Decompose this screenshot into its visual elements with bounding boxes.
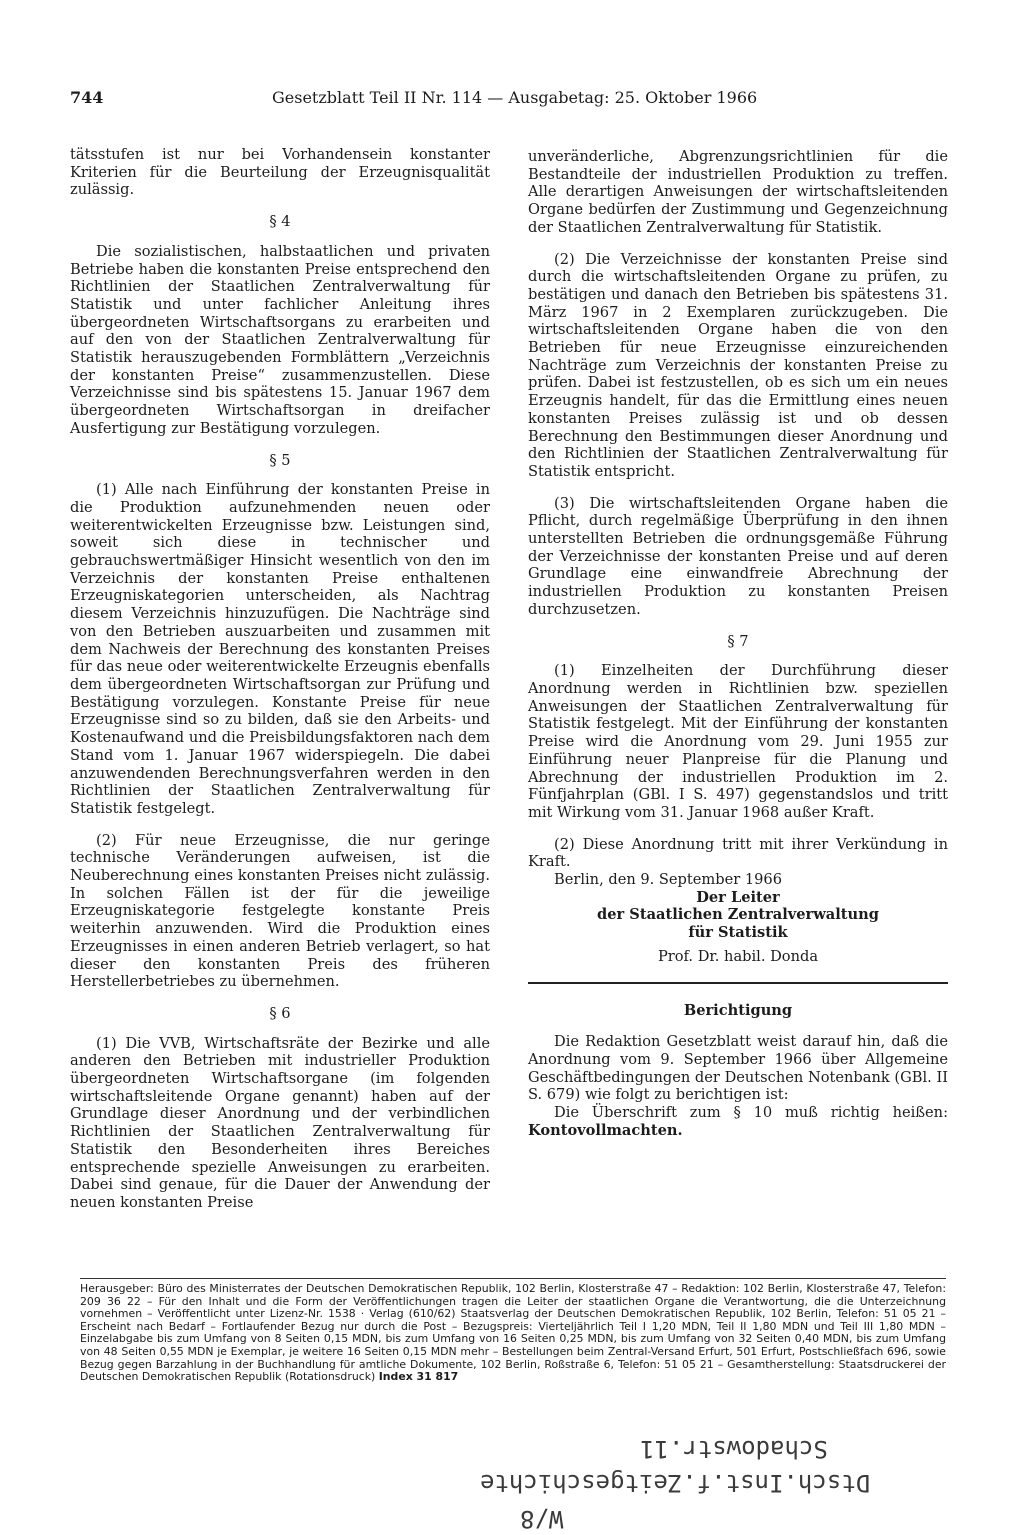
signer-title-line-1: Der Leiter	[696, 888, 780, 906]
paragraph-6-3: (3) Die wirtschaftsleitenden Organe haben die Pflicht, durch regelmäßige Überprüfung in den ihnen unterstellten Betrieben die ordnungsgemäße Führung der Verzeichnisse der konstanten Preise und auf deren Grundlage eine einwandfreie Abrechnung der industriellen Produktion zu konstanten Preisen durchzusetzen.	[528, 494, 948, 618]
correction-heading: Berichtigung	[683, 1001, 793, 1019]
paragraph-6-1-continued: unveränderliche, Abgrenzungsrichtlinien für die Bestandteile der industriellen Produktion zu treffen. Alle derartigen Anweisungen der wirtschaftsleitenden Organe bedürfen der Zustimmung und Gegenzeichnung der Staatlichen Zentralverwaltung für Statistik.	[528, 148, 948, 236]
paragraph-4: Die sozialistischen, halbstaatlichen und privaten Betriebe haben die konstanten Preise entsprechend den Richtlinien der Staatlichen Zentralverwaltung für Statistik und unter fachlicher Anleitung ihres übergeordneten Wirtschaftsorgans zu erarbeiten und auf den von der Staatlichen Zentralverwaltung für Statistik herauszugebenden Formblättern „Verzeichnis der konstanten Preise“ zusammenzustellen. Diese Verzeichnisse sind bis spätestens 15. Januar 1967 dem übergeordneten Wirtschaftsorgan in dreifacher Ausfertigung zur Bestätigung vorzulegen.	[70, 242, 490, 437]
page-header	[70, 88, 950, 112]
imprint	[80, 1278, 946, 1384]
paragraph-6-2: (2) Die Verzeichnisse der konstanten Preise sind durch die wirtschaftsleitenden Organe zu prüfen, zu bestätigen und danach den Betrieben bis spätestens 31. März 1967 in 2 Exemplaren zurückzugeben. Die wirtschaftsleitenden Organe haben die von den Betrieben für neue Erzeugnisse einzureichenden Nachträge zum Verzeichnis der konstanten Preise zu prüfen. Dabei ist festzustellen, ob es sich um ein neues Erzeugnis handelt, für das die Ermittlung eines neuen konstanten Preises zulässig ist und ob dessen Berechnung den Bestimmungen dieser Anordnung und den Richtlinien der Staatlichen Zentralverwaltung für Statistik entspricht.	[528, 250, 948, 480]
stamp-line-2: Dtsch.Inst.f.Zeitgeschichte	[480, 1469, 871, 1497]
paragraph-6-1: (1) Die VVB, Wirtschaftsräte der Bezirke und alle anderen den Betrieben mit industrieller Produktion übergeordneten Wirtschaftsorgane (im folgenden wirtschaftsleitende Organe genannt) haben auf der Grundlage dieser Anordnung und der verbindlichen Richtlinien der Staatlichen Zentralverwaltung für Statistik den Besonderheiten ihres Bereiches entsprechende spezielle Anweisungen zu erarbeiten. Dabei sind genaue, für die Dauer der Anwendung der neuen konstanten Preise	[70, 1034, 490, 1211]
library-stamp	[440, 1435, 960, 1535]
paragraph-5-1: (1) Alle nach Einführung der konstanten Preise in die Produktion aufzunehmenden neuen oder weiterentwickelten Erzeugnisse bzw. Leistungen sind, soweit sich diese in technischer und gebrauchswertmäßiger Hinsicht wesentlich von den im Verzeichnis der konstanten Preise enthaltenen Erzeugniskategorien unterscheiden, als Nachtrag diesem Verzeichnis hinzuzufügen. Die Nachträge sind von den Betrieben auszuarbeiten und zusammen mit dem Nachweis der Berechnung des konstanten Preises für das neue oder weiterentwickelte Erzeugnis ebenfalls dem übergeordneten Wirtschaftsorgan zur Prüfung und Bestätigung vorzulegen. Konstante Preise für neue Erzeugnisse sind so zu bilden, daß sie den Arbeits- und Kostenaufwand und die Preisbildungsfaktoren nach dem Stand vom 1. Januar 1967 widerspiegeln. Die dabei anzuwendenden Berechnungsverfahren werden in den Richtlinien der Staatlichen Zentralverwaltung für Statistik festgelegt.	[70, 481, 490, 817]
paragraph-7-2: (2) Diese Anordnung tritt mit ihrer Verkündung in Kraft.	[528, 835, 948, 871]
place-date: Berlin, den 9. September 1966	[554, 871, 782, 889]
section-heading-4: § 4	[269, 213, 291, 231]
section-heading-7: § 7	[727, 632, 749, 650]
paragraph-intro: tätsstufen ist nur bei Vorhandensein konstanter Kriterien für die Beurteilung der Erzeugnisqualität zulässig.	[70, 146, 490, 199]
section-heading-6: § 6	[269, 1004, 291, 1022]
correction-paragraph-2	[528, 1104, 948, 1139]
divider-rule	[528, 982, 948, 984]
correction-term: Kontovollmachten.	[528, 1121, 683, 1139]
index-number: Index 31 817	[378, 1370, 459, 1384]
imprint-text: Herausgeber: Büro des Ministerrates der Deutschen Demokratischen Republik, 102 Berlin, Klosterstraße 47 – Redaktion: 102 Berlin, Klosterstraße 47, Telefon: 209 36 22 – Für den Inhalt und die Form der Veröffentlichungen tragen die Leiter der staatlichen Organe die Verantwortung, die die Unterzeichnung vornehmen – Veröffentlicht unter Lizenz-Nr. 1538 · Verlag (610/62) Staatsverlag der Deutschen Demokratischen Republik, 102 Berlin, Telefon: 51 05 21 – Erscheint nach Bedarf – Fortlaufender Bezug nur durch die Post – Bezugspreis: Vierteljährlich Teil I 1,20 MDN, Teil II 1,80 MDN und Teil III 1,80 MDN – Einzelabgabe bis zum Umfang von 8 Seiten 0,15 MDN, bis zum Umfang von 16 Seiten 0,25 MDN, bis zum Umfang von 32 Seiten 0,40 MDN, bis zum Umfang von 48 Seiten 0,55 MDN je Exemplar, je weitere 16 Seiten 0,15 MDN mehr – Bestellungen beim Zentral-Versand Erfurt, 501 Erfurt, Postschließfach 696, sowie Bezug gegen Barzahlung in der Buchhandlung für amtliche Dokumente, 102 Berlin, Roßstraße 6, Telefon: 51 05 21 – Gesamtherstellung: Staatsdruckerei der Deutschen Demokratischen Republik (Rotationsdruck)	[80, 1282, 946, 1384]
stamp-line-3: W/8	[520, 1505, 564, 1533]
stamp-line-1: Schadowstr.11	[640, 1435, 828, 1463]
signer-title-line-3: für Statistik	[688, 924, 788, 942]
section-heading-5: § 5	[269, 451, 291, 469]
signer-title-line-2: der Staatlichen Zentralverwaltung	[597, 906, 879, 924]
right-column	[528, 148, 948, 1139]
paragraph-5-2: (2) Für neue Erzeugnisse, die nur geringe technische Veränderungen aufweisen, ist die Neuberechnung eines konstanten Preises nicht zulässig. In solchen Fällen ist der für die jeweilige Erzeugniskategorie festgelegte konstante Preis weiterhin anzuwenden. Wird die Produktion eines Erzeugnisses in einen anderen Betrieb verlagert, so hat dieser den konstanten Preis des früheren Herstellerbetriebes zu übernehmen.	[70, 831, 490, 991]
correction-text: Die Überschrift zum § 10 muß richtig heißen:	[554, 1104, 948, 1122]
signer-name: Prof. Dr. habil. Donda	[657, 947, 819, 965]
left-column	[70, 146, 490, 1212]
correction-paragraph-1: Die Redaktion Gesetzblatt weist darauf hin, daß die Anordnung vom 9. September 1966 über Allgemeine Geschäftbedingungen der Deutschen Notenbank (GBl. II S. 679) wie folgt zu berichtigen ist:	[528, 1033, 948, 1104]
paragraph-7-1: (1) Einzelheiten der Durchführung dieser Anordnung werden in Richtlinien bzw. speziellen Anweisungen der Staatlichen Zentralverwaltung für Statistik festgelegt. Mit der Einführung der konstanten Preise wird die Anordnung vom 29. Juni 1955 zur Einführung neuer Planpreise für die Planung und Abrechnung der industriellen Produktion im 2. Fünfjahrplan (GBl. I S. 497) gegenstandslos und tritt mit Wirkung vom 31. Januar 1968 außer Kraft.	[528, 662, 948, 821]
running-title: Gesetzblatt Teil II Nr. 114 — Ausgabetag: 25. Oktober 1966	[272, 88, 758, 107]
page-number: 744	[70, 88, 104, 107]
